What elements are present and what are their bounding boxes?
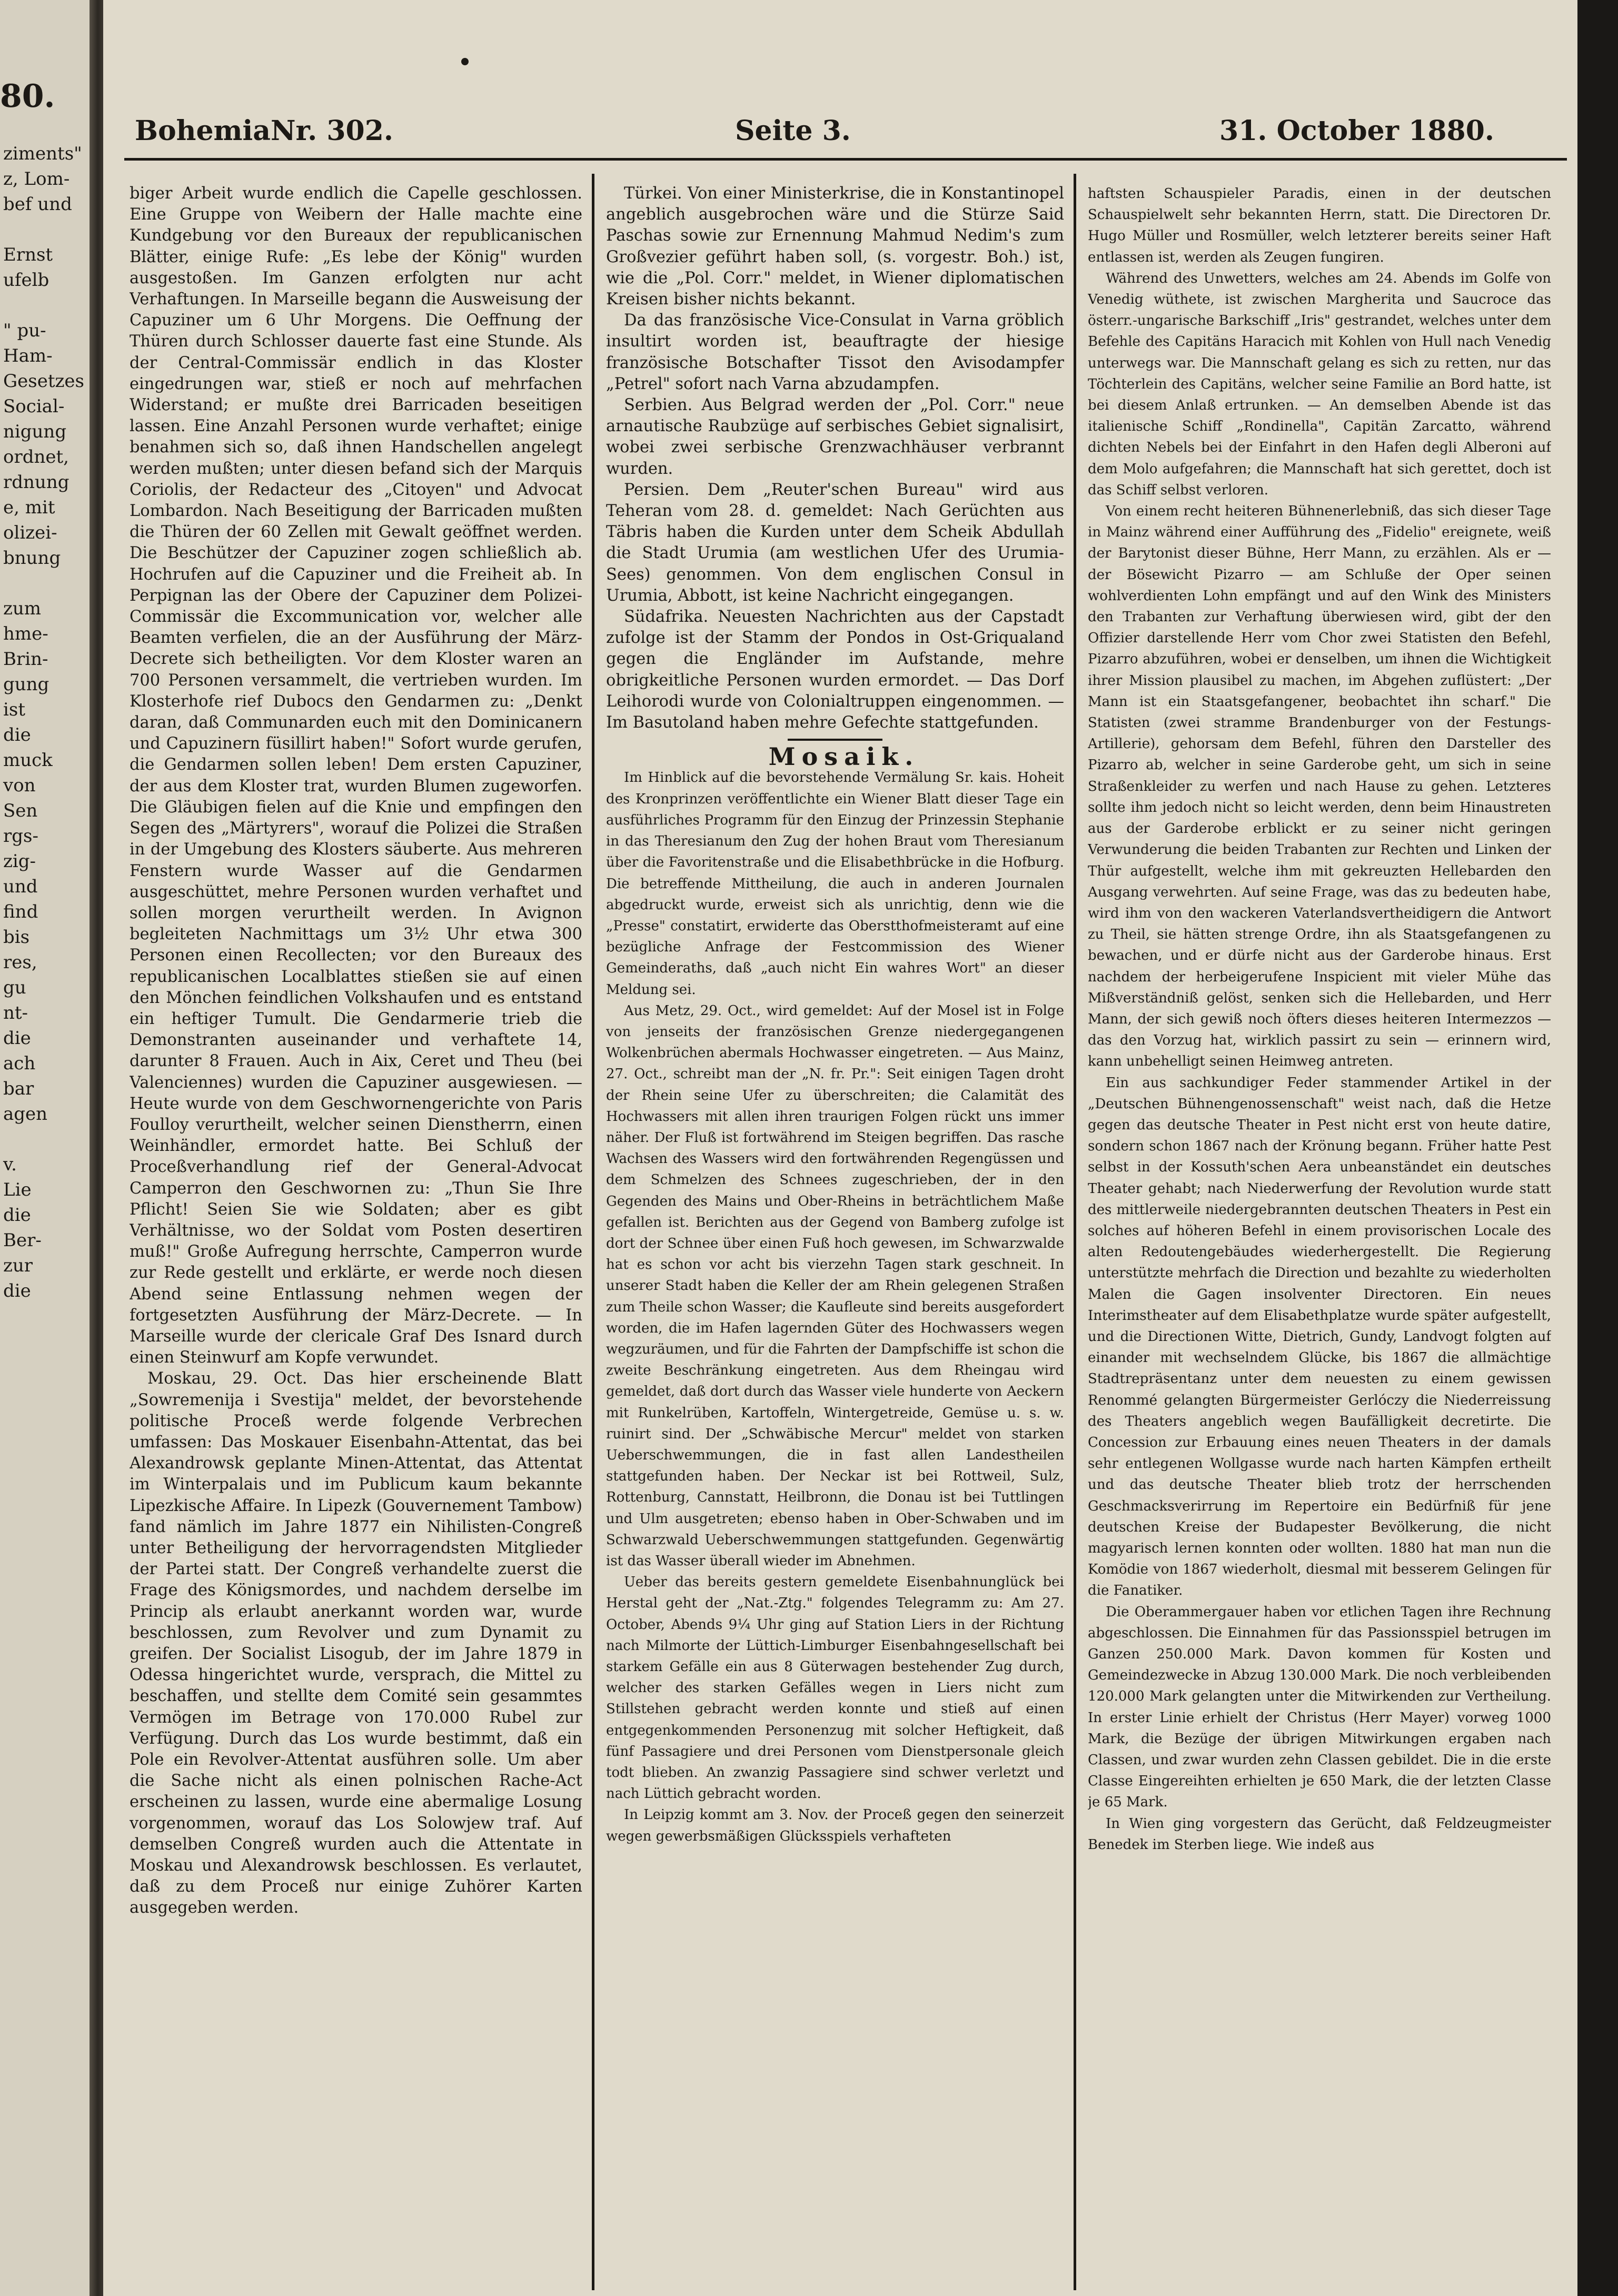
column-divider (1074, 174, 1076, 2290)
adjacent-fragment: olizei- (3, 522, 57, 543)
mosaik-paragraph: Während des Unwetters, welches am 24. Abends im Golfe von Venedig wüthete, ist zwischen Margherita und Saucroce das österr.-ungarische Barkschiff „Iris" gestrandet, welches unter dem Befehle des Capitäns Haracich mit Kohlen von Hull nach Venedig unterwegs war. Die Mannschaft gelang es sich zu retten, nur das Töchterlein des Capitäns, welcher seine Familie an Bord hatte, ist bei diesem Anlaß ertrunken. — An demselben Abende ist das italienische Schiff „Rondinella", Capitän Zarcatto, während dichten Nebels bei der Einfahrt in den Hafen degli Alberoni auf dem Molo aufgefahren; die Mannschaft hat sich gerettet, doch ist das Schiff selbst verloren. (1088, 270, 1551, 498)
column-1 (130, 183, 582, 2284)
adjacent-fragment: nt- (3, 1002, 28, 1023)
adjacent-fragment: rdnung (3, 472, 70, 493)
page-fold (90, 0, 103, 2296)
news-paragraph: Da das französische Vice-Consulat in Varna gröblich insultirt worden ist, beauftragte der hiesige französische Botschafter Tissot den Avisodampfer „Petrel" sofort nach Varna abzudampfen. (606, 311, 1064, 393)
adjacent-page-strip (0, 0, 94, 2296)
column-2 (606, 183, 1064, 2284)
mosaik-paragraph: Aus Metz, 29. Oct., wird gemeldet: Auf der Mosel ist in Folge von jenseits der französischen Grenze niedergegangenen Wolkenbrüchen abermals Hochwasser eingetreten. — Aus Mainz, 27. Oct., schreibt man der „N. fr. Pr.": Seit einigen Tagen droht der Rhein seine Ufer zu überschreiten; die Calamität des Hochwassers mit allen ihren traurigen Folgen rückt uns immer näher. Der Fluß ist fortwährend im Steigen begriffen. Das rasche Wachsen des Wassers wird den fortwährenden Regengüssen und dem Schmelzen des Schnees zugeschrieben, der in den Gegenden des Mains und Ober-Rheins in beträchtlichem Maße gefallen ist. Berichten aus der Gegend von Bamberg zufolge ist dort der Schnee über einen Fuß hoch gewesen, im Schwarzwalde hat es schon vor acht bis vierzehn Tagen stark geschneit. In unserer Stadt haben die Keller der am Rhein gelegenen Straßen zum Theile schon Wasser; die Kaufleute sind bereits ausgefordert worden, die im Hafen lagernden Güter des Hochwassers wegen wegzuräumen, und für die Fahrten der Dampfschiffe ist schon die zweite Beschränkung eingetreten. Aus dem Rheingau wird gemeldet, daß dort durch das Wasser viele hunderte von Aeckern mit Runkelrüben, Kartoffeln, Wintergetreide, Gemüse u. s. w. ruinirt sind. Der „Schwäbische Mercur" meldet von starken Ueberschwemmungen, die in fast allen Landestheilen stattgefunden haben. Der Neckar ist bei Rottweil, Sulz, Rottenburg, Cannstatt, Heilbronn, die Donau ist bei Tuttlingen und Ulm ausgetreten; ebenso haben in Ober-Schwaben und im Schwarzwald Ueberschwemmungen stattgefunden. Gegenwärtig ist das Wasser überall wieder im Abnehmen. (606, 1002, 1064, 1569)
adjacent-fragment: ordnet, (3, 446, 69, 468)
adjacent-fragment: gu (3, 977, 26, 998)
adjacent-fragment: die (3, 1028, 31, 1049)
adjacent-fragment: bnung (3, 548, 61, 569)
news-paragraph: Südafrika. Neuesten Nachrichten aus der Capstadt zufolge ist der Stamm der Pondos in Ost-Griqualand gegen die Engländer im Aufstande, mehre obrigkeitliche Personen wurden ermordet. — Das Dorf Leihorodi wurde von Colonialtruppen eingenommen. — Im Basutoland haben mehre Gefechte stattgefunden. (606, 608, 1064, 732)
adjacent-fragment: Gesetzes (3, 371, 84, 392)
adjacent-fragment: rgs- (3, 826, 38, 847)
mosaik-paragraph: In Leipzig kommt am 3. Nov. der Proceß gegen den seinerzeit wegen gewerbsmäßigen Glücksspiels verhafteten (606, 1807, 1064, 1844)
adjacent-fragment: gung (3, 674, 49, 695)
adjacent-fragment: Ham- (3, 345, 53, 366)
adjacent-fragment: Lie (3, 1179, 32, 1200)
adjacent-fragment: die (3, 1280, 31, 1301)
news-paragraph: Türkei. Von einer Ministerkrise, die in Konstantinopel angeblich ausgebrochen wäre und die Stürze Said Paschas sowie zur Ernennung Mahmud Nedim's zum Großvezier geführt haben soll, (s. vorgestr. Boh.) ist, wie die „Pol. Corr." meldet, in Wiener diplomatischen Kreisen bisher nichts bekannt. (606, 184, 1064, 309)
adjacent-fragment: zig- (3, 851, 36, 872)
adjacent-fragment: " pu- (3, 320, 46, 341)
adjacent-fragment: bar (3, 1078, 34, 1099)
adjacent-fragment: v. (3, 1154, 17, 1175)
adjacent-fragment: Brin- (3, 649, 48, 670)
adjacent-fragment: hme- (3, 623, 48, 644)
adjacent-fragment: die (3, 1205, 31, 1226)
adjacent-fragment: die (3, 724, 31, 746)
adjacent-fragment: ach (3, 1053, 36, 1074)
adjacent-fragment: zum (3, 598, 42, 619)
mosaik-paragraph: Die Oberammergauer haben vor etlichen Tagen ihre Rechnung abgeschlossen. Die Einnahmen für das Passionsspiel betrugen im Ganzen 250.000 Mark. Davon kommen für Kosten und Gemeindezwecke in Abzug 130.000 Mark. Die noch verbleibenden 120.000 Mark gelangten unter die Mitwirkenden zur Vertheilung. In erster Linie erhielt der Christus (Herr Mayer) vorweg 1000 Mark, die Bezüge der übrigen Mitwirkungen ergaben nach Classen, und zwar wurden zehn Classen gebildet. Die in die erste Classe Eingereihten erhielten je 650 Mark, die der letzten Classe je 65 Mark. (1088, 1604, 1551, 1811)
mosaik-paragraph: In Wien ging vorgestern das Gerücht, daß Feldzeugmeister Benedek im Sterben liege. Wie indeß aus (1088, 1815, 1551, 1853)
mosaik-items (606, 767, 1064, 1846)
ink-dot (461, 58, 469, 65)
news-paragraph: Serbien. Aus Belgrad werden der „Pol. Corr." neue arnautische Raubzüge auf serbisches Gebiet signalisirt, wobei zwei serbische Grenzwachhäuser verbrannt wurden. (606, 396, 1064, 478)
adjacent-fragment: bis (3, 927, 30, 948)
article-paragraph: Moskau, 29. Oct. Das hier erscheinende Blatt „Sowremenija i Svestija" meldet, der bevorstehende politische Proceß werde folgende Verbrechen umfassen: Das Moskauer Eisenbahn-Attentat, das bei Alexandrowsk geplante Minen-Attentat, das Attentat im Winterpalais und im Publicum kaum bekannte Lipezkische Affaire. In Lipezk (Gouvernement Tambow) fand nämlich im Jahre 1877 ein Nihilisten-Congreß unter Betheiligung der hervorragendsten Mitglieder der Partei statt. Der Congreß verhandelte zuerst die Frage des Königsmordes, und nachdem derselbe im Princip als erlaubt anerkannt worden war, wurde beschlossen, zum Revolver und zum Dynamit zu greifen. Der Socialist Lisogub, der im Jahre 1879 in Odessa hingerichtet wurde, versprach, die Mittel zu beschaffen, und stellte dem Comité sein gesammtes Vermögen im Betrage von 170.000 Rubel zur Verfügung. Durch das Los wurde bestimmt, daß ein Pole ein Revolver-Attentat ausführen solle. Um aber die Sache nicht als einen polnischen Rache-Act erscheinen zu lassen, wurde eine abermalige Losung vorgenommen, worauf das Los Solowjew traf. Auf demselben Congreß wurden auch die Attentate in Moskau und Alexandrowsk beschlossen. Es verlautet, daß zu dem Proceß nur einige Zuhörer Karten ausgegeben werden. (130, 1369, 582, 1917)
adjacent-fragment: res, (3, 952, 37, 973)
news-paragraph: Persien. Dem „Reuter'schen Bureau" wird aus Teheran vom 28. d. gemeldet: Nach Gerüchten aus Täbris haben die Kurden unter dem Scheik Abdullah die Stadt Urumia (am westlichen Ufer des Urumia-Sees) genommen. Von dem englischen Consul in Urumia, Abbott, ist keine Nachricht eingegangen. (606, 480, 1064, 605)
mosaik-paragraph: haftsten Schauspieler Paradis, einen in der deutschen Schauspielwelt sehr bekannten Herrn, statt. Die Directoren Dr. Hugo Müller und Rosmüller, welch letzterer bereits seiner Haft entlassen ist, werden als Zeugen fungiren. (1088, 186, 1551, 265)
column-3 (1088, 183, 1551, 2284)
mosaik-paragraph: Im Hinblick auf die bevorstehende Vermälung Sr. kais. Hoheit des Kronprinzen veröffentlichte ein Wiener Blatt dieser Tage ein ausführliches Programm für den Einzug der Prinzessin Stephanie in das Theresianum den Zug der hohen Braut vom Theresianum über die Favoritenstraße und die Elisabethbrücke in die Hofburg. Die betreffende Mittheilung, die auch in anderen Journalen abgedruckt wurde, erweist sich als unrichtig, denn wie die „Presse" constatirt, erwiderte das Oberstthofmeisteramt auf eine bezügliche Anfrage der Festcommission des Wiener Gemeinderaths, daß „auch nicht Ein wahres Wort" an dieser Meldung sei. (606, 770, 1064, 998)
section-rule (788, 739, 882, 741)
mosaik-paragraph: Ein aus sachkundiger Feder stammender Artikel in der „Deutschen Bühnengenossenschaft" weist nach, daß die Hetze gegen das deutsche Theater in Pest nicht erst von heute datire, sondern schon 1867 nach der Krönung begann. Früher hatte Pest selbst in der Kossuth'schen Aera unbeanständet ein deutsches Theater gehabt; nach Niederwerfung der Revolution wurde statt des mittlerweile niedergebrannten deutschen Theaters in Pest ein solches auf höheren Befehl in einem provisorischen Locale des alten Redoutengebäudes wiederhergestellt. Die Regierung unterstützte mehrfach die Direction und bezahlte zu wiederholten Malen die Gagen insolventer Directoren. Ein neues Interimstheater auf dem Elisabethplatze wurde später aufgestellt, und die Directionen Witte, Dietrich, Gundy, Landvogt folgten auf einander mit wechselndem Glücke, bis 1867 die allmächtige Stadtrepräsentanz unter dem neuesten zu einem gewissen Renommé gelangten Bürgermeister Gerlóczy die Niederreissung des Theaters angeblich wegen Baufälligkeit decretirte. Die Concession zur Erbauung eines neuen Theaters in der damals sehr entlegenen Wollgasse wurde nach harten Kämpfen ertheilt und das deutsche Theater blieb trotz der herrschenden Geschmacksverirrung im Repertoire ein Bedürfniß für jene deutschen Kreise der Budapester Bevölkerung, die nicht magyarisch lernen konnten oder wollten. 1880 hat man nun die Komödie von 1867 wiederholt, diesmal mit besserem Gelingen für die Fanatiker. (1088, 1075, 1551, 1599)
mosaik-paragraph: Von einem recht heiteren Bühnenerlebniß, das sich dieser Tage in Mainz während einer Aufführung des „Fidelio" ereignete, weiß der Barytonist dieser Bühne, Herr Mann, zu erzählen. Als er — der Bösewicht Pizarro — am Schluße der Oper seinen wohlverdienten Lohn empfängt und auf den Wink des Ministers den Trabanten zur Verhaftung überwiesen wird, gibt der den Offizier darstellende Herr vom Chor zwei Statisten den Befehl, Pizarro abzuführen, wobei er denselben, um ihnen die Wichtigkeit ihrer Mission plausibel zu machen, im Abgehen zuflüstert: „Der Mann ist ein Staatsgefangener, beobachtet ihn scharf." Die Statisten (zwei stramme Brandenburger von der Festungs-Artillerie), gehorsam dem Befehl, führen den Darsteller des Pizarro ab, welcher in seine Garderobe geht, um sich in seine Straßenkleider zu werfen und nach Hause zu gehen. Letzteres sollte ihm jedoch nicht so leicht werden, denn beim Hinaustreten aus der Garderobe erblickt er zu seiner nicht geringen Verwunderung die beiden Trabanten zur Rechten und Linken der Thür aufgestellt, welche ihm mit gekreuzten Hellebarden den Ausgang verwehrten. Auf seine Frage, was das zu bedeuten habe, wird ihm von den wackeren Vaterlandsvertheidigern die Antwort zu Theil, sie hätten strenge Ordre, ihn als Staatsgefangenen zu bewachen, und er dürfe nicht aus der Garderobe hinaus. Erst nachdem der herbeigerufene Inspicient mit vieler Mühe das Mißverständniß gelöst, senken sich die Hellebarden, und Herr Mann, der sich gewiß noch öfters dieses heiteren Intermezzos — das den Vorzug hat, wirklich passirt zu sein — erinnern wird, kann unbehelligt seinen Heimweg antreten. (1088, 503, 1551, 1070)
adjacent-fragment: und (3, 876, 38, 897)
scan-edge (1577, 0, 1618, 2296)
column-divider (592, 174, 594, 2290)
newspaper-page (103, 0, 1577, 2296)
issue-date: 31. October 1880. (1219, 115, 1495, 147)
section-title: Mosaik. (768, 742, 920, 771)
adjacent-fragment: ist (3, 699, 25, 720)
adjacent-fragment: Sen (3, 800, 38, 821)
page-label: Seite 3. (735, 115, 851, 147)
adjacent-fragment: ufelb (3, 270, 49, 291)
adjacent-fragment: bef und (3, 194, 72, 215)
adjacent-fragment: agen (3, 1104, 48, 1125)
adjacent-page-number: 80. (0, 78, 55, 115)
masthead-issue: BohemiaNr. 302. (135, 115, 394, 147)
adjacent-fragment: Social- (3, 396, 65, 417)
adjacent-fragment: Ber- (3, 1230, 42, 1251)
adjacent-fragment: von (3, 775, 36, 796)
article-paragraph: biger Arbeit wurde endlich die Capelle geschlossen. Eine Gruppe von Weibern der Halle machte eine Kundgebung vor den Bureaux der republicanischen Blätter, einige Rufe: „Es lebe der König" wurden ausgestoßen. Im Ganzen erfolgten nur acht Verhaftungen. In Marseille begann die Ausweisung der Capuziner um 6 Uhr Morgens. Die Oeffnung der Thüren durch Schlosser dauerte fast eine Stunde. Als der Central-Commissär endlich in das Kloster eingedrungen war, stieß er noch auf mehrfachen Widerstand; er mußte drei Barricaden beseitigen lassen. Eine Anzahl Personen wurde verhaftet; einige benahmen sich so, daß ihnen Handschellen angelegt werden mußten; unter diesen befand sich der Marquis Coriolis, der Redacteur des „Citoyen" und Advocat Lombardon. Nach Beseitigung der Barricaden mußten die Thüren der 60 Zellen mit Gewalt geöffnet werden. Die Beschützer der Capuziner zogen schließlich ab. Hochrufen auf die Capuziner und die Freiheit ab. In Perpignan las der Obere der Capuziner dem Polizei-Commissär die Excommunication vor, welcher alle Beamten verfielen, die an der Ausführung der März-Decrete sich betheiligten. Vor dem Kloster waren an 700 Personen versammelt, die vertrieben wurden. Im Klosterhofe rief Dubocs den Gendarmen zu: „Denkt daran, daß Communarden euch mit den Dominicanern und Capuzinern füsillirt haben!" Sofort wurde gerufen, die Gendarmen sollen leben! Dem ersten Capuziner, der aus dem Kloster trat, wurden Blumen zugeworfen. Die Gläubigen fielen auf die Knie und empfingen den Segen des „Märtyrers", worauf die Polizei die Straßen in der Umgebung des Klosters säuberte. Aus mehreren Fenstern wurde Wasser auf die Gendarmen ausgeschüttet, mehre Personen wurden verhaftet und sollen morgen verurtheilt werden. In Avignon begleiteten Nachmittags um 3½ Uhr etwa 300 Personen einen Recollecten; vor den Bureaux des republicanischen Localblattes stießen sie auf einen den Mönchen feindlichen Volkshaufen und es entstand ein heftiger Tumult. Die Gendarmerie trieb die Demonstranten auseinander und verhaftete 14, darunter 8 Frauen. Auch in Aix, Ceret und Theu (bei Valenciennes) wurden die Capuziner ausgewiesen. — Heute wurde von dem Geschwornengerichte von Paris Foulloy verurtheilt, welcher seinen Dienstherrn, einen Weinhändler, ermordet hatte. Bei Schluß der Proceßverhandlung rief der General-Advocat Camperron den Geschwornen zu: „Thun Sie Ihre Pflicht! Seien Sie wie Soldaten; aber es gibt Verhältnisse, wo der Soldat vom Posten desertiren muß!" Große Aufregung herrschte, Camperron wurde zur Rede gestellt und erklärte, er werde noch diesen Abend seine Entlassung nehmen wegen der fortgesetzten Ausführung der März-Decrete. — In Marseille wurde der clericale Graf Des Isnard durch einen Steinwurf am Kopfe verwundet. (130, 184, 582, 1367)
adjacent-fragment: find (3, 901, 38, 922)
adjacent-fragment: muck (3, 750, 53, 771)
adjacent-fragment: ziments" (3, 143, 82, 164)
adjacent-fragment: z, Lom- (3, 168, 70, 190)
mosaik-paragraph: Ueber das bereits gestern gemeldete Eisenbahnunglück bei Herstal geht der „Nat.-Ztg." folgendes Telegramm zu: Am 27. October, Abends 9¼ Uhr ging auf Station Liers in der Richtung nach Milmorte der Lüttich-Limburger Eisenbahngesellschaft bei starkem Gefälle ein aus 8 Güterwagen bestehender Zug durch, welcher des starken Gefälles wegen in Liers nicht zum Stillstehen gebracht werden konnte und stieß auf einen entgegenkommenden Personenzug mit solcher Heftigkeit, daß fünf Passagiere und drei Personen vom Dienstpersonale gleich todt blieben. An zwanzig Passagiere sind schwer verletzt und nach Lüttich gebracht worden. (606, 1574, 1064, 1802)
header-rule (124, 158, 1567, 161)
adjacent-fragment: Ernst (3, 244, 53, 265)
adjacent-fragment: zur (3, 1255, 33, 1276)
adjacent-fragment: nigung (3, 421, 67, 442)
adjacent-fragment: e, mit (3, 497, 55, 518)
